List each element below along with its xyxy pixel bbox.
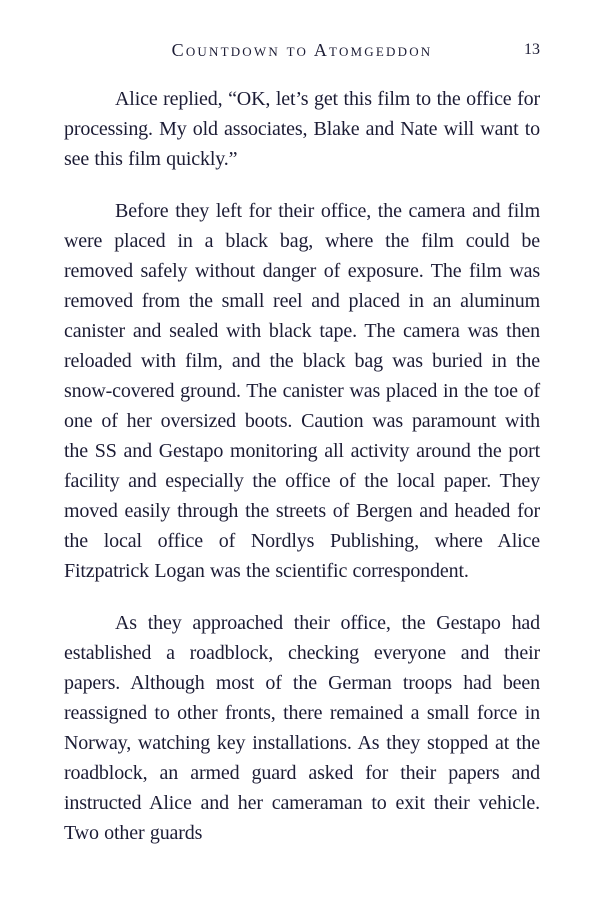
page-text — [64, 84, 540, 848]
paragraph-3: As they approached their office, the Gestapo had established a roadblock, checking everyone and their papers. Although most of the German troops had been reassigned to other fronts, there remained a small force in Norway, watching key installations. As they stopped at the roadblock, an armed guard asked for their papers and instructed Alice and her cameraman to exit their vehicle. Two other guards — [64, 612, 540, 844]
paragraph-2: Before they left for their office, the camera and film were placed in a black bag, where the film could be removed safely without danger of exposure. The film was removed from the small reel and placed in an aluminum canister and sealed with black tape. The camera was then reloaded with film, and the black bag was buried in the snow-covered ground. The canister was placed in the toe of one of her oversized boots. Caution was paramount with the SS and Gestapo monitoring all activity around the port facility and especially the office of the local paper. They moved easily through the streets of Bergen and headed for the local office of Nordlys Publishing, where Alice Fitzpatrick Logan was the scientific correspondent. — [64, 200, 540, 582]
paragraph-1: Alice replied, “OK, let’s get this film to the office for processing. My old associates, Blake and Nate will want to see this film quickly.” — [64, 88, 540, 170]
running-header-title: Countdown to Atomgeddon — [171, 40, 433, 60]
running-header — [64, 41, 540, 61]
page-number: 13 — [524, 41, 540, 58]
